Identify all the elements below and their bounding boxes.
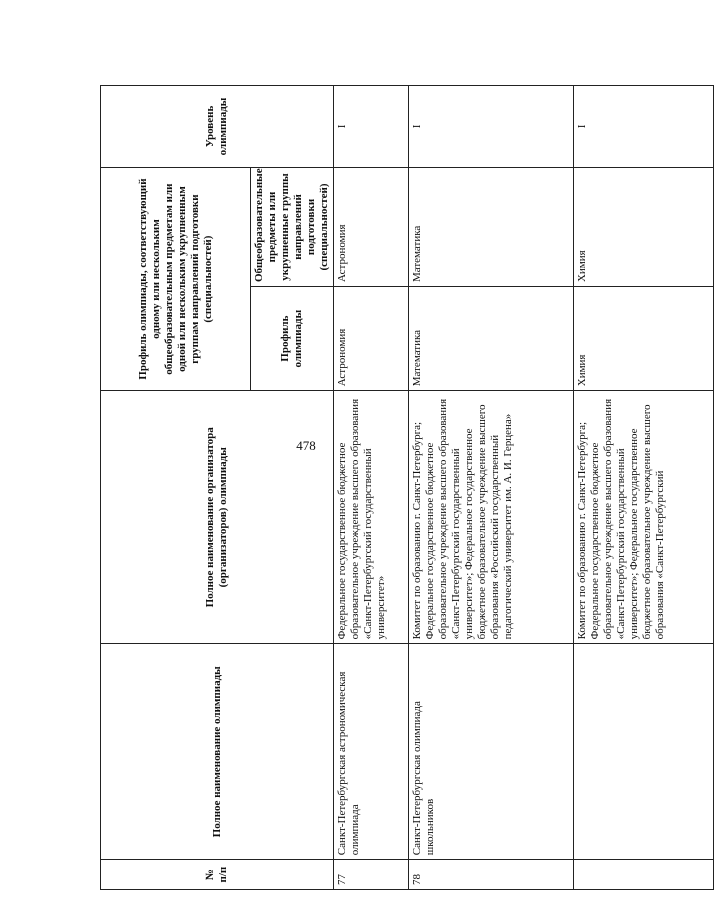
row-profile: Математика (409, 287, 574, 391)
row-profile: Астрономия (334, 287, 409, 391)
table-row (334, 86, 409, 890)
row-name: Санкт-Петербургская олимпиада школьников (409, 644, 574, 860)
row-subjects: Химия (574, 167, 714, 286)
table-row (409, 86, 574, 890)
row-num: 77 (334, 860, 409, 890)
header-profile-group: Профиль олимпиады, соответствующий одному или нескольким общеобразовательным предметам или одной или нескольким укрупненным группам направлений подготовки (специальностей) (101, 167, 251, 390)
row-level: I (574, 86, 714, 168)
header-profile: Профиль олимпиады (251, 287, 334, 391)
row-org: Федеральное государственное бюджетное образовательное учреждение высшего образования «Санкт-Петербургский государственный университет» (334, 391, 409, 644)
header-level: Уровень олимпиады (101, 86, 334, 168)
olympiad-table-rotated (100, 85, 666, 890)
header-num: № п/п (101, 860, 334, 890)
olympiad-table (100, 85, 714, 890)
table-header-row (101, 86, 251, 890)
row-level: I (334, 86, 409, 168)
header-org: Полное наименование организатора (организаторов) олимпиады (101, 391, 334, 644)
header-subjects: Общеобразовательные предметы или укрупненные группы направлений подготовки (специальностей) (251, 167, 334, 286)
row-num: 78 (409, 860, 574, 890)
header-name: Полное наименование олимпиады (101, 644, 334, 860)
table-row (574, 86, 714, 890)
row-name: Санкт-Петербургская астрономическая олимпиада (334, 644, 409, 860)
row-name (574, 644, 714, 860)
row-num (574, 860, 714, 890)
row-subjects: Математика (409, 167, 574, 286)
row-org: Комитет по образованию г. Санкт-Петербурга; Федеральное государственное бюджетное образовательное учреждение высшего образования «Санкт-Петербургский государственный университет»; Федеральное государственное бюджетное образовательное учреждение высшего образования «Санкт-Петербургский (574, 391, 714, 644)
row-level: I (409, 86, 574, 168)
row-org: Комитет по образованию г. Санкт-Петербурга; Федеральное государственное бюджетное образовательное учреждение высшего образования «Санкт-Петербургский государственный университет»; Федеральное государственное бюджетное образовательное учреждение высшего образования «Российский государственный педагогический университет им. А. И. Герцена» (409, 391, 574, 644)
row-subjects: Астрономия (334, 167, 409, 286)
row-profile: Химия (574, 287, 714, 391)
page-number: 478 (296, 438, 316, 453)
